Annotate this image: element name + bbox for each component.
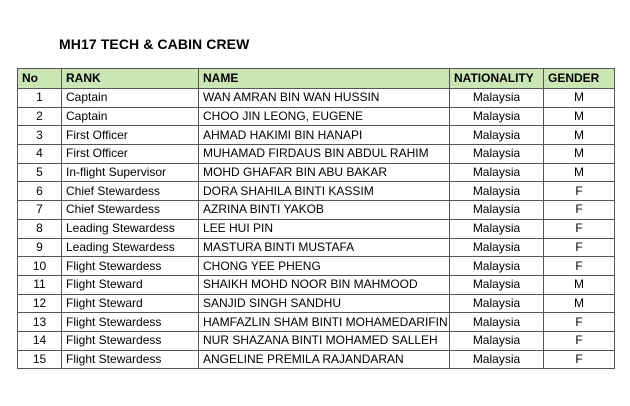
- cell-gender: M: [544, 145, 615, 164]
- cell-nationality: Malaysia: [450, 257, 544, 276]
- cell-no: 4: [18, 145, 62, 164]
- table-row: [18, 238, 615, 257]
- cell-nationality: Malaysia: [450, 201, 544, 220]
- cell-nationality: Malaysia: [450, 107, 544, 126]
- cell-gender: M: [544, 163, 615, 182]
- table-row: [18, 331, 615, 350]
- table-row: [18, 107, 615, 126]
- table-row: [18, 182, 615, 201]
- cell-no: 10: [18, 257, 62, 276]
- cell-name: AHMAD HAKIMI BIN HANAPI: [199, 126, 450, 145]
- cell-gender: F: [544, 219, 615, 238]
- crew-table: [17, 68, 615, 369]
- table-row: [18, 350, 615, 369]
- cell-nationality: Malaysia: [450, 350, 544, 369]
- cell-no: 9: [18, 238, 62, 257]
- cell-gender: F: [544, 238, 615, 257]
- column-header-nationality: NATIONALITY: [450, 69, 544, 89]
- cell-name: SHAIKH MOHD NOOR BIN MAHMOOD: [199, 275, 450, 294]
- column-header-no: No: [18, 69, 62, 89]
- cell-no: 15: [18, 350, 62, 369]
- table-row: [18, 257, 615, 276]
- cell-name: SANJID SINGH SANDHU: [199, 294, 450, 313]
- column-header-name: NAME: [199, 69, 450, 89]
- cell-nationality: Malaysia: [450, 331, 544, 350]
- table-row: [18, 313, 615, 332]
- cell-rank: Chief Stewardess: [62, 182, 199, 201]
- page-title: MH17 TECH & CABIN CREW: [59, 36, 250, 52]
- cell-nationality: Malaysia: [450, 313, 544, 332]
- cell-rank: Flight Stewardess: [62, 313, 199, 332]
- cell-rank: Flight Stewardess: [62, 257, 199, 276]
- cell-nationality: Malaysia: [450, 275, 544, 294]
- cell-gender: M: [544, 126, 615, 145]
- cell-name: MASTURA BINTI MUSTAFA: [199, 238, 450, 257]
- cell-rank: Flight Stewardess: [62, 350, 199, 369]
- cell-gender: F: [544, 257, 615, 276]
- cell-nationality: Malaysia: [450, 294, 544, 313]
- table-header-row: [18, 69, 615, 89]
- cell-gender: M: [544, 275, 615, 294]
- cell-nationality: Malaysia: [450, 219, 544, 238]
- cell-no: 6: [18, 182, 62, 201]
- cell-name: WAN AMRAN BIN WAN HUSSIN: [199, 89, 450, 108]
- cell-rank: Leading Stewardess: [62, 238, 199, 257]
- cell-no: 8: [18, 219, 62, 238]
- cell-rank: Captain: [62, 107, 199, 126]
- cell-name: LEE HUI PIN: [199, 219, 450, 238]
- table-row: [18, 219, 615, 238]
- cell-rank: Flight Steward: [62, 294, 199, 313]
- cell-gender: M: [544, 107, 615, 126]
- table-row: [18, 163, 615, 182]
- column-header-gender: GENDER: [544, 69, 615, 89]
- cell-nationality: Malaysia: [450, 126, 544, 145]
- crew-table-body: [18, 89, 615, 369]
- cell-no: 3: [18, 126, 62, 145]
- cell-nationality: Malaysia: [450, 238, 544, 257]
- cell-no: 13: [18, 313, 62, 332]
- cell-name: ANGELINE PREMILA RAJANDARAN: [199, 350, 450, 369]
- cell-name: NUR SHAZANA BINTI MOHAMED SALLEH: [199, 331, 450, 350]
- table-row: [18, 201, 615, 220]
- table-row: [18, 126, 615, 145]
- cell-no: 2: [18, 107, 62, 126]
- cell-gender: F: [544, 331, 615, 350]
- cell-nationality: Malaysia: [450, 89, 544, 108]
- cell-name: CHONG YEE PHENG: [199, 257, 450, 276]
- cell-rank: Chief Stewardess: [62, 201, 199, 220]
- cell-rank: Captain: [62, 89, 199, 108]
- table-row: [18, 294, 615, 313]
- cell-nationality: Malaysia: [450, 182, 544, 201]
- cell-rank: First Officer: [62, 126, 199, 145]
- cell-no: 14: [18, 331, 62, 350]
- cell-name: DORA SHAHILA BINTI KASSIM: [199, 182, 450, 201]
- cell-name: CHOO JIN LEONG, EUGENE: [199, 107, 450, 126]
- table-row: [18, 275, 615, 294]
- cell-no: 1: [18, 89, 62, 108]
- cell-gender: F: [544, 201, 615, 220]
- cell-nationality: Malaysia: [450, 163, 544, 182]
- cell-gender: M: [544, 89, 615, 108]
- cell-no: 5: [18, 163, 62, 182]
- cell-rank: Leading Stewardess: [62, 219, 199, 238]
- cell-no: 12: [18, 294, 62, 313]
- cell-no: 11: [18, 275, 62, 294]
- cell-gender: F: [544, 313, 615, 332]
- table-row: [18, 89, 615, 108]
- cell-name: MUHAMAD FIRDAUS BIN ABDUL RAHIM: [199, 145, 450, 164]
- cell-name: MOHD GHAFAR BIN ABU BAKAR: [199, 163, 450, 182]
- cell-rank: Flight Steward: [62, 275, 199, 294]
- cell-gender: F: [544, 182, 615, 201]
- cell-name: HAMFAZLIN SHAM BINTI MOHAMEDARIFIN: [199, 313, 450, 332]
- cell-nationality: Malaysia: [450, 145, 544, 164]
- table-row: [18, 145, 615, 164]
- cell-name: AZRINA BINTI YAKOB: [199, 201, 450, 220]
- cell-no: 7: [18, 201, 62, 220]
- cell-rank: Flight Stewardess: [62, 331, 199, 350]
- cell-rank: In-flight Supervisor: [62, 163, 199, 182]
- column-header-rank: RANK: [62, 69, 199, 89]
- cell-rank: First Officer: [62, 145, 199, 164]
- cell-gender: M: [544, 294, 615, 313]
- cell-gender: F: [544, 350, 615, 369]
